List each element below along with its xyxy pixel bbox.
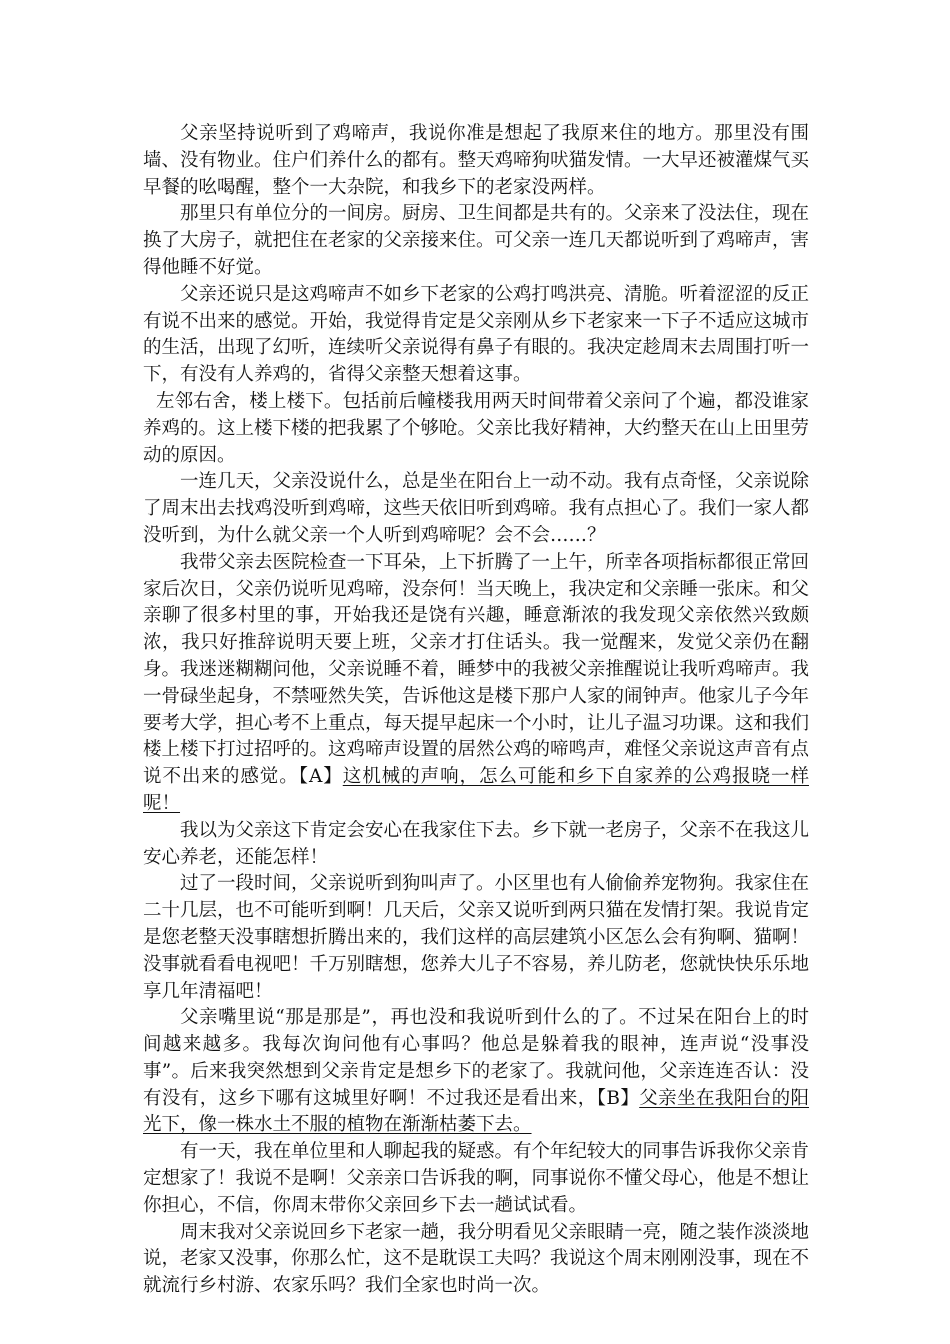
paragraph-9: [143, 1005, 809, 1139]
paragraph-text: 那里只有单位分的一间房。厨房、卫生间都是共有的。父亲来了没法住，现在换了大房子，就把住在老家的父亲接来住。可父亲一连几天都说听到了鸡啼声，害得他睡不好觉。: [143, 203, 810, 278]
paragraph-8: [143, 871, 809, 1005]
paragraph-text: 父亲还说只是这鸡啼声不如乡下老家的公鸡打鸣洪亮、清脆。听着涩涩的反正有说不出来的感觉。开始，我觉得肯定是父亲刚从乡下老家来一下子不适应这城市的生活，出现了幻听，连续听父亲说得有鼻子有眼的。我决定趁周末去周围打听一下，有没有人养鸡的，省得父亲整天想着这事。: [143, 283, 810, 386]
paragraph-text: 有一天，我在单位里和人聊起我的疑惑。有个年纪较大的同事告诉我你父亲肯定想家了！我说不是啊！父亲亲口告诉我的啊，同事说你不懂父母心，他是不想让你担心，不信，你周末带你父亲回乡下去一趟试试看。: [143, 1141, 810, 1216]
marker-a: 【A】: [298, 766, 343, 788]
paragraph-4: [143, 389, 809, 469]
paragraph-text: 周末我对父亲说回乡下老家一趟，我分明看见父亲眼睛一亮，随之装作淡淡地说，老家又没事，你那么忙，这不是耽误工夫吗？我说这个周末刚刚没事，现在不就流行乡村游、农家乐吗？我们全家也时尚一次。: [143, 1221, 810, 1297]
marker-b: 【B】: [596, 1087, 640, 1109]
paragraph-3: [143, 282, 809, 389]
paragraph-text: 过了一段时间，父亲说听到狗叫声了。小区里也有人偷偷养宠物狗。我家住在二十几层，也不可能听到啊！几天后，父亲又说听到两只猫在发情打架。我说肯定是您老整天没事瞎想折腾出来的，我们这样的高层建筑小区怎么会有狗啊、猫啊！没事就看看电视吧！千万别瞎想，您养大儿子不容易，养儿防老，您就快快乐乐地享几年清福吧！: [143, 873, 810, 1002]
paragraph-text: 左邻右舍，楼上楼下。包括前后幢楼我用两天时间带着父亲问了个遍，都没谁家养鸡的。这上楼下楼的把我累了个够呛。父亲比我好精神，大约整天在山上田里劳动的原因。: [143, 390, 810, 466]
paragraph-text: 一连几天，父亲没说什么，总是坐在阳台上一动不动。我有点奇怪，父亲说除了周末出去找鸡没听到鸡啼，这些天依旧听到鸡啼。我有点担心了。我们一家人都没听到，为什么就父亲一个人听到鸡啼呢？会不会……？: [143, 471, 810, 546]
paragraph-2: [143, 201, 809, 281]
paragraph-text: 我带父亲去医院检查一下耳朵，上下折腾了一上午，所幸各项指标都很正常回家后次日，父亲仍说听见鸡啼，没奈何！当天晚上，我决定和父亲睡一张床。和父亲聊了很多村里的事，开始我还是饶有兴趣，睡意渐浓的我发现父亲依然兴致颇浓，我只好推辞说明天要上班，父亲才打住话头。我一觉醒来，发觉父亲仍在翻身。我迷迷糊糊问他，父亲说睡不着，睡梦中的我被父亲推醒说让我听鸡啼声。我一骨碌坐起身，不禁哑然失笑，告诉他这是楼下那户人家的闹钟声。他家儿子今年要考大学，担心考不上重点，每天提早起床一个小时，让儿子温习功课。这和我们楼上楼下打过招呼的。这鸡啼声设置的居然公鸡的啼鸣声，难怪父亲说这声音有点说不出来的感觉。: [143, 551, 810, 788]
paragraph-text: 父亲嘴里说“那是那是”，再也没和我说听到什么的了。不过呆在阳台上的时间越来越多。我每次询问他有心事吗？他总是躲着我的眼神，连声说“没事没事”。后来我突然想到父亲肯定是想乡下的老家了。我就问他，父亲连连否认：没有没有，这乡下哪有这城里好啊！不过我还是看出来，: [143, 1007, 809, 1109]
paragraph-text: 父亲坚持说听到了鸡啼声，我说你准是想起了我原来住的地方。那里没有围墙、没有物业。住户们养什么的都有。整天鸡啼狗吠猫发情。一大早还被灌煤气买早餐的吆喝醒，整个一大杂院，和我乡下的老家没两样。: [143, 123, 810, 198]
document-page: [143, 121, 809, 1300]
underlined-sentence-a: 这机械的声响，怎么可能和乡下自家养的公鸡报晓一样呢！: [143, 766, 809, 814]
paragraph-11: [143, 1220, 809, 1300]
underlined-sentence-b: 父亲坐在我阳台的阳光下，像一株水土不服的植物在渐渐枯萎下去。: [143, 1087, 809, 1136]
paragraph-10: [143, 1139, 809, 1219]
paragraph-text: 我以为父亲这下肯定会安心在我家住下去。乡下就一老房子，父亲不在我这儿安心养老，还能怎样！: [143, 819, 810, 868]
paragraph-7: [143, 818, 809, 872]
paragraph-1: [143, 121, 809, 201]
paragraph-5: [143, 469, 809, 549]
paragraph-6: [143, 550, 809, 818]
